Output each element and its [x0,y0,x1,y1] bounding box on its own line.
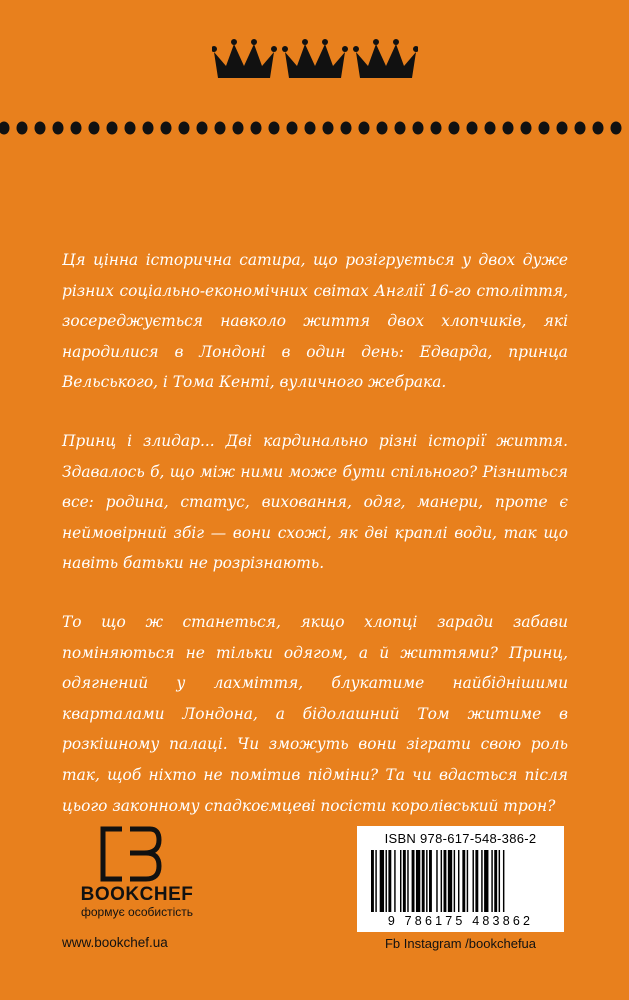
barcode-bar [441,850,442,912]
divider-dot [251,122,262,135]
crown-icon [212,39,277,78]
barcode-bar [371,850,374,912]
divider-dot [197,122,208,135]
back-cover-blurb [62,245,568,849]
barcode-bar [403,850,406,912]
barcode-bar [475,850,478,912]
divider-dot [125,122,136,135]
barcode-bar [481,850,482,912]
barcode-bar [484,850,488,912]
divider-dot [17,122,28,135]
dotted-divider [0,118,629,138]
divider-dot [0,122,10,135]
barcode-bar [388,850,391,912]
blurb-paragraph: Ця цінна історична сатира, що розігрується у двох дуже різних соціально-економічних світах Англії 16-го століття, зосереджується навколо життя двох хлопчиків, які народилися в Лондоні в один день: Едварда, принца Вельського, і Тома Кенті, вуличного жебрака. [62,251,568,392]
bookchef-logo-icon [100,826,162,882]
divider-dot [179,122,190,135]
divider-dot [287,122,298,135]
divider-dot [233,122,244,135]
barcode-bar [444,850,447,912]
barcode-icon [369,850,554,918]
barcode-bar [407,850,408,912]
blurb-paragraph: Принц і злидар... Дві кардинально різні історії життя. Здавалось б, що між ними може бути спільного? Різниться все: родина, статус, виховання, одяг, манери, проте є неймовірний збіг — вони схожі, як дві краплі води, так що навіть батьки не розрізнають. [62,431,568,573]
barcode-bar [503,850,504,912]
divider-dot [305,122,316,135]
divider-dot [395,122,406,135]
barcode-bar [380,850,384,912]
publisher-brand [62,885,212,919]
barcode-bar [491,850,492,912]
divider-dot [611,122,622,135]
barcode-bar [412,850,415,912]
isbn-label: ISBN 978-617-548-386-2 [384,831,537,846]
divider-dot [161,122,172,135]
divider-dot [575,122,586,135]
divider-dot [377,122,388,135]
barcode-digits: 9 786175 483862 [387,914,534,928]
divider-dot [503,122,514,135]
barcode-box [357,826,564,932]
divider-dot [557,122,568,135]
divider-dot [323,122,334,135]
barcode-bar [400,850,401,912]
crown-icon [353,39,418,78]
divider-dot [449,122,460,135]
barcode-bar [499,850,500,912]
barcode-bar [416,850,420,912]
barcode-bar [454,850,455,912]
divider-dot [269,122,280,135]
divider-dot [89,122,100,135]
barcode-bar [436,850,437,912]
barcode-bar [473,850,474,912]
barcode-bar [462,850,465,912]
crowns-ornament [212,38,418,80]
barcode-bar [494,850,497,912]
barcode-bar [448,850,452,912]
barcode-bar [386,850,387,912]
barcode-bar [426,850,427,912]
divider-dot [593,122,604,135]
divider-dot [539,122,550,135]
divider-dot [215,122,226,135]
crown-icon [282,39,348,78]
divider-dot [485,122,496,135]
divider-dot [431,122,442,135]
divider-dot [107,122,118,135]
divider-dot [467,122,478,135]
divider-dot [341,122,352,135]
divider-dot [413,122,424,135]
divider-dot [53,122,64,135]
social-handles[interactable]: Fb Instagram /bookchefua [384,936,537,951]
divider-dot [143,122,154,135]
divider-dot [35,122,46,135]
publisher-website[interactable]: www.bookchef.ua [62,935,168,950]
publisher-tagline: формує особистість [80,905,194,919]
barcode-bar [375,850,376,912]
barcode-bar [394,850,395,912]
barcode-bar [429,850,432,912]
barcode-bar [467,850,468,912]
divider-dot [521,122,532,135]
divider-dot [71,122,82,135]
blurb-paragraph: То що ж станеться, якщо хлопці заради забави поміняються не тільки одягом, а й життями? Принц, одягнений у лахміття, блукатиме найбіднішими кварталами Лондона, а бідолашний Том житиме в розкішному палаці. Чи зможуть вони зіграти свою роль так, щоб ніхто не помітив підміни? Та чи вдасться після цього законному спадкоємцеві посісти королівський трон? [62,612,568,815]
divider-dot [359,122,370,135]
barcode-bar [458,850,459,912]
publisher-name: BOOKCHEF [80,884,194,905]
barcode-bar [422,850,425,912]
